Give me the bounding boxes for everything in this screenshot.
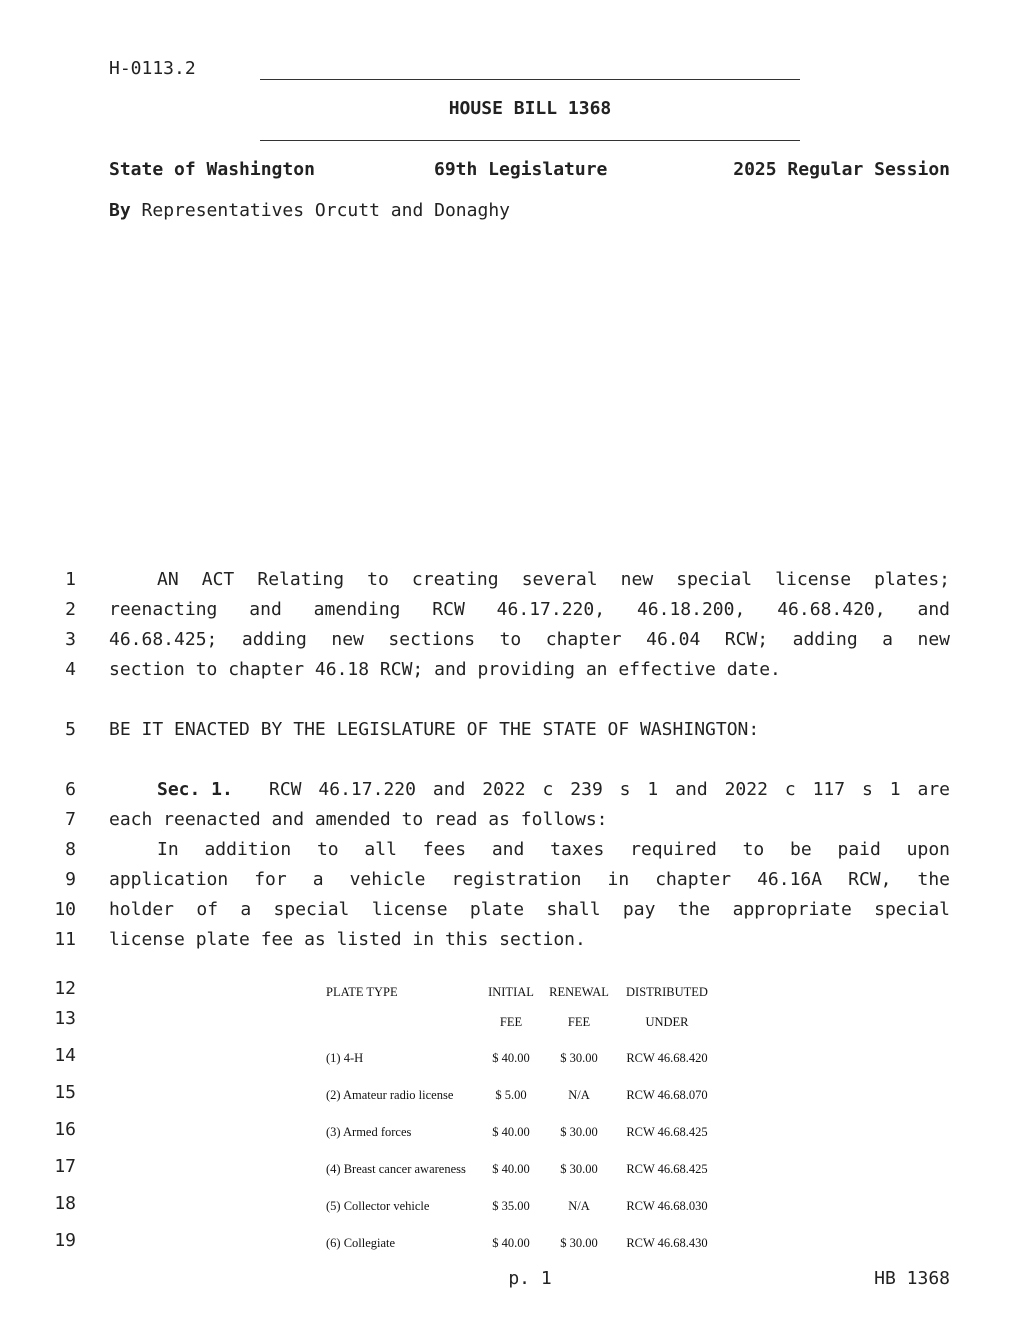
plate-type-cell: (1) 4-H — [326, 1051, 364, 1065]
state-name: State of Washington — [109, 159, 315, 180]
body-line: In addition to all fees and taxes required to be paid upon — [157, 839, 950, 860]
body-line: section to chapter 46.18 RCW; and providing an effective date. — [109, 659, 781, 680]
body-line: 46.68.425; adding new sections to chapter 46.04 RCW; adding a new — [109, 629, 950, 650]
section-label: Sec. 1. — [157, 779, 233, 800]
plate-type-cell: (2) Amateur radio license — [326, 1088, 454, 1102]
line-number: 11 — [54, 929, 76, 950]
distributed-cell: RCW 46.68.430 — [626, 1236, 708, 1250]
col-header-initial-fee: FEE — [499, 1015, 523, 1029]
line-number: 14 — [54, 1045, 76, 1066]
line-number: 17 — [54, 1156, 76, 1177]
line-number: 19 — [54, 1230, 76, 1251]
initial-fee-cell: $ 40.00 — [492, 1051, 530, 1065]
line-number: 2 — [65, 599, 76, 620]
initial-fee-cell: $ 35.00 — [492, 1199, 530, 1213]
line-number: 6 — [65, 779, 76, 800]
body-line: license plate fee as listed in this section. — [109, 929, 586, 950]
line-number: 18 — [54, 1193, 76, 1214]
line-number: 13 — [54, 1008, 76, 1029]
title-rule-top — [260, 79, 800, 80]
col-header-under: UNDER — [645, 1015, 689, 1029]
line-number: 16 — [54, 1119, 76, 1140]
line-number: 12 — [54, 978, 76, 999]
sponsors: Representatives Orcutt and Donaghy — [141, 200, 510, 221]
renewal-fee-cell: $ 30.00 — [560, 1236, 598, 1250]
line-number: 7 — [65, 809, 76, 830]
line-number: 15 — [54, 1082, 76, 1103]
line-number: 4 — [65, 659, 76, 680]
page-number: p. 1 — [508, 1268, 552, 1289]
plate-type-cell: (4) Breast cancer awareness — [326, 1162, 466, 1176]
distributed-cell: RCW 46.68.425 — [626, 1162, 708, 1176]
distributed-cell: RCW 46.68.030 — [626, 1199, 708, 1213]
by-label: By — [109, 200, 131, 221]
col-header-plate-type: PLATE TYPE — [326, 985, 398, 999]
body-line: each reenacted and amended to read as follows: — [109, 809, 608, 830]
body-line: holder of a special license plate shall pay the appropriate special — [109, 899, 950, 920]
renewal-fee-cell: $ 30.00 — [560, 1162, 598, 1176]
initial-fee-cell: $ 5.00 — [495, 1088, 527, 1102]
col-header-renewal-fee: FEE — [567, 1015, 591, 1029]
body-line: AN ACT Relating to creating several new special license plates; — [157, 569, 950, 590]
line-number: 10 — [54, 899, 76, 920]
renewal-fee-cell: $ 30.00 — [560, 1125, 598, 1139]
col-header-initial: INITIAL — [488, 985, 534, 999]
initial-fee-cell: $ 40.00 — [492, 1125, 530, 1139]
footer-bill-id: HB 1368 — [874, 1268, 950, 1289]
plate-type-cell: (6) Collegiate — [326, 1236, 396, 1250]
body-line: application for a vehicle registration in chapter 46.16A RCW, the — [109, 869, 950, 890]
renewal-fee-cell: N/A — [568, 1088, 590, 1102]
session: 2025 Regular Session — [733, 159, 950, 180]
col-header-renewal: RENEWAL — [549, 985, 609, 999]
renewal-fee-cell: N/A — [568, 1199, 590, 1213]
distributed-cell: RCW 46.68.420 — [626, 1051, 708, 1065]
distributed-cell: RCW 46.68.070 — [626, 1088, 708, 1102]
line-number: 5 — [65, 719, 76, 740]
initial-fee-cell: $ 40.00 — [492, 1162, 530, 1176]
distributed-cell: RCW 46.68.425 — [626, 1125, 708, 1139]
col-header-distributed: DISTRIBUTED — [626, 985, 708, 999]
enacting-clause: BE IT ENACTED BY THE LEGISLATURE OF THE STATE OF WASHINGTON: — [109, 719, 760, 740]
line-number: 1 — [65, 569, 76, 590]
line-number: 9 — [65, 869, 76, 890]
title-rule-bottom — [260, 140, 800, 141]
plate-type-cell: (3) Armed forces — [326, 1125, 412, 1139]
plate-type-cell: (5) Collector vehicle — [326, 1199, 430, 1213]
line-number: 8 — [65, 839, 76, 860]
body-line: RCW 46.17.220 and 2022 c 239 s 1 and 2022 c 117 s 1 are — [269, 779, 950, 800]
initial-fee-cell: $ 40.00 — [492, 1236, 530, 1250]
legislature: 69th Legislature — [434, 159, 608, 180]
renewal-fee-cell: $ 30.00 — [560, 1051, 598, 1065]
line-number: 3 — [65, 629, 76, 650]
bill-title: HOUSE BILL 1368 — [448, 98, 612, 119]
sponsors-line — [109, 200, 510, 221]
bill-code: H-0113.2 — [109, 58, 196, 79]
body-line: reenacting and amending RCW 46.17.220, 46.18.200, 46.68.420, and — [109, 599, 950, 620]
